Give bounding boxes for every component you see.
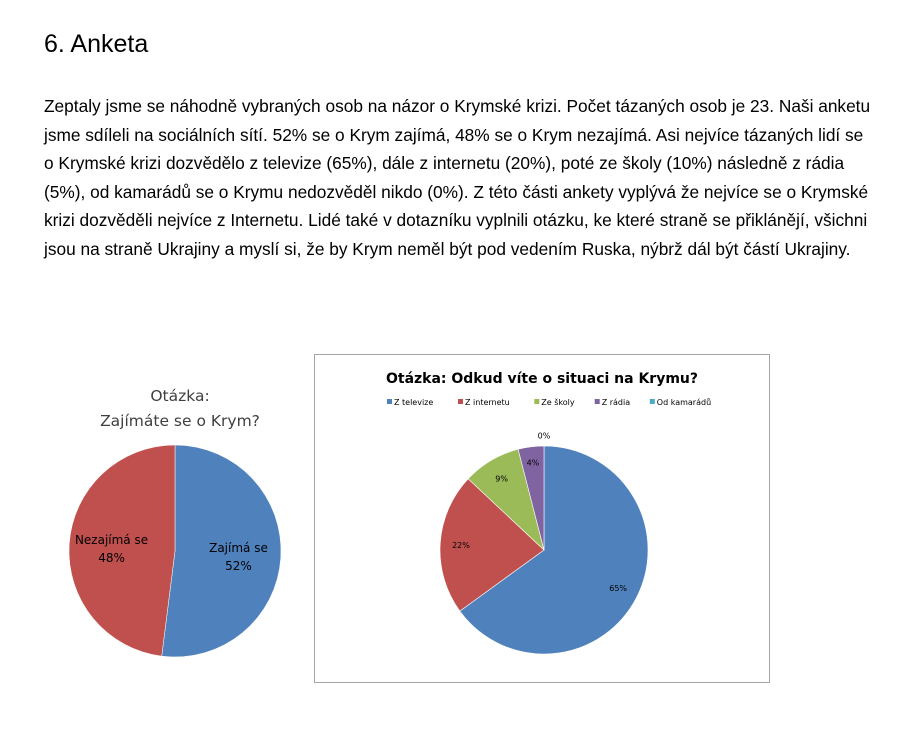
interest-pie-chart (60, 380, 300, 670)
pie-value-z-televize: 65% (609, 583, 628, 593)
chart1-title-line2: Zajímáte se o Krym? (100, 412, 260, 430)
legend-label-z-radia: Z rádia (601, 398, 631, 407)
pie-value-z-radia: 4% (526, 458, 540, 468)
source-pie-svg (315, 355, 769, 682)
legend-label-ze-skoly: Ze školy (541, 398, 575, 407)
pie-label-zajima-se: Zajímá se (209, 540, 268, 555)
legend-swatch-z-radia (595, 399, 600, 404)
chart2-legend (387, 397, 711, 407)
chart2-title: Otázka: Odkud víte o situaci na Krymu? (385, 371, 699, 387)
legend-swatch-od-kamaradu (650, 399, 655, 404)
legend-label-z-televize: Z televize (394, 398, 434, 407)
legend-swatch-z-internetu (458, 399, 463, 404)
legend-swatch-ze-skoly (534, 399, 539, 404)
legend-label-od-kamaradu: Od kamarádů (656, 398, 712, 407)
pie-label-nezajima-se: Nezajímá se (74, 533, 149, 548)
interest-pie-svg (60, 380, 300, 670)
pie-value-ze-skoly: 9% (495, 474, 508, 484)
survey-paragraph: Zeptaly jsme se náhodně vybraných osob na názor o Krymské krizi. Počet tázaných osob je 23. Naši anketu jsme sdíleli na sociálních sítí. 52% se o Krym zajímá, 48% se o Krym nezajímá. Asi nejvíce tázaných lidí se o Krymské krizi dozvědělo z televize (65%), dále z internetu (20%), poté ze školy (10%) následně z rádia (5%), od kamarádů se o Krymu nedozvěděl nikdo (0%). Z této části ankety vyplývá že nejvíce se o Krymské krizi dozvěděli nejvíce z Internetu. Lidé také v dotazníku vyplnili otázku, ke které straně se přiklánějí, všichni jsou na straně Ukrajiny a myslí si, že by Krym neměl být pod vedením Ruska, nýbrž dál být částí Ukrajiny. (44, 96, 871, 259)
source-pie-chart (314, 354, 770, 683)
pie-value-z-internetu: 22% (452, 540, 470, 550)
pie-value-zajima-se: 52% (225, 558, 252, 573)
section-heading: 6. Anketa (44, 30, 149, 58)
legend-swatch-z-televize (387, 399, 392, 404)
legend-label-z-internetu: Z internetu (465, 398, 510, 407)
pie-value-od-kamaradu: 0% (537, 431, 551, 441)
pie-value-nezajima-se: 48% (98, 551, 125, 566)
chart2-slices (440, 446, 648, 654)
chart1-title-line1: Otázka: (150, 387, 210, 405)
